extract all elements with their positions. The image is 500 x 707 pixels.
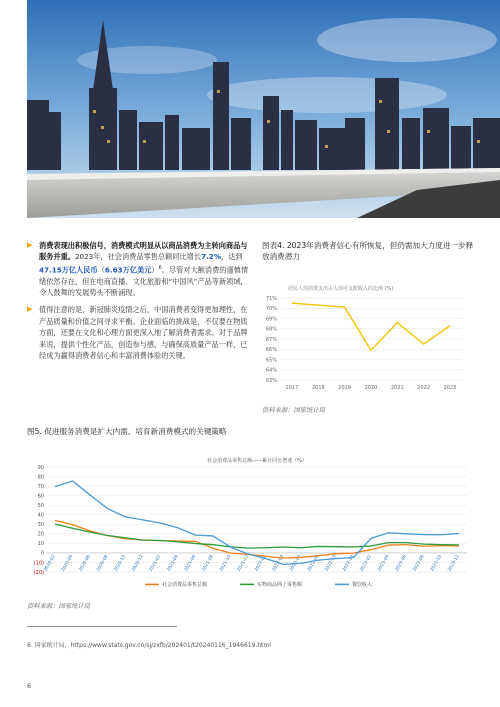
chart5-legend-label: 餐饮收入: [352, 582, 373, 588]
highlight-growth: 7.2%: [201, 252, 221, 262]
figure5-line-chart: [27, 445, 475, 595]
chart5-y-tick-label: 70: [37, 483, 44, 490]
bullet-text: ）: [151, 265, 159, 275]
chart5-x-tick-label: 2022-06: [289, 554, 303, 573]
chart4-x-tick-label: 2019: [338, 385, 352, 391]
chart5-x-tick-label: 2020-10: [113, 554, 127, 573]
chart5-x-tick-label: 2020-08: [96, 554, 110, 573]
chart5-y-tick-label: 50: [37, 502, 44, 509]
chart5-y-tick-label: (10): [33, 560, 44, 567]
body-text-column: [27, 240, 249, 367]
chart5-title: 社会消费品零售总额——累计同比增速（%）: [207, 458, 307, 464]
bullet-text: 值得注意的是，新冠肺炎疫情之后，中国消费者变得更加理性，在产品质量和价值之间寻求平衡。企业面临的挑战是，不仅要在物质方面，还要在文化和心理方面更深入地了解消费者需求。对于品牌来说，提供个性化产品，创造参与感，与确保高质量产品一样，已经成为赢得消费者信心和丰富消费体验的关键。: [39, 305, 248, 361]
chart5-y-tick-label: (20): [33, 569, 44, 576]
footnote: 6. 国家统计局，https://www.stats.gov.cn/sj/zxfb/202401/t20240116_1946619.html: [27, 642, 271, 649]
figure5-source: 资料来源：国家统计局: [27, 603, 90, 610]
chart5-x-tick-label: 2020-02: [43, 554, 57, 573]
bullet-text: （: [97, 265, 105, 275]
chart5-series-line: [55, 481, 459, 564]
chart4-y-tick-label: 63%: [265, 377, 277, 384]
chart5-series-line: [55, 521, 459, 559]
chart4-title: 居民人均消费支出占人均可支配收入的比例 (%): [288, 286, 394, 292]
chart4-y-tick-label: 68%: [265, 326, 277, 333]
chart4-y-tick-label: 66%: [265, 347, 277, 354]
bullet-text: 。尽管对大额消费的谨慎情绪依然存在，但在电商直播、文化旅游和“中国风”产品等新领域，令人鼓舞的发展势头不断涌现。: [39, 265, 249, 298]
chart5-x-tick-label: 2020-04: [60, 554, 75, 573]
chart4-x-tick-label: 2018: [311, 385, 325, 391]
chart4-x-tick-label: 2021: [390, 385, 404, 391]
chart4-y-tick-label: 64%: [265, 367, 277, 374]
chart4-x-tick-label: 2017: [285, 385, 299, 391]
chart4-y-tick-label: 69%: [265, 316, 277, 323]
highlight-total-rmb: 47.15万亿人民币: [39, 265, 98, 275]
chart5-y-tick-label: 20: [37, 531, 44, 538]
figure4-line-chart: [262, 278, 477, 398]
chart5-x-tick-label: 2022-02: [254, 554, 268, 573]
highlight-total-usd: 6.63万亿美元: [104, 265, 152, 275]
footnote-divider: [27, 626, 177, 627]
chart5-x-tick-label: 2023-06: [394, 554, 409, 573]
chart5-x-tick-label: 2021-10: [219, 554, 233, 573]
chart5-x-tick-label: 2021-08: [201, 554, 215, 573]
bullet-text: 2023年，社会消费品零售总额同比增长: [74, 252, 202, 262]
chart4-x-tick-label: 2023: [443, 385, 457, 391]
chart5-x-tick-label: 2021-04: [166, 554, 180, 573]
chart5-x-tick-label: 2022-04: [271, 554, 286, 573]
chart5-x-tick-label: 2023-10: [429, 554, 444, 573]
chart5-y-tick-label: 40: [37, 512, 44, 519]
chart5-x-tick-label: 2021-06: [183, 554, 198, 573]
chart5-legend-label: 社会消费品零售总额: [162, 582, 208, 588]
bullet-text: ，达到: [221, 252, 243, 262]
chart5-x-tick-label: 2023-08: [412, 554, 426, 573]
chart4-x-tick-label: 2022: [417, 385, 431, 391]
chart5-x-tick-label: 2023-12: [447, 554, 461, 573]
bullet-triangle-icon: ▶: [27, 305, 33, 314]
figure5-title: 图5. 促进服务消费是扩大内需、培育新消费模式的关键策略: [27, 427, 227, 436]
chart4-y-tick-label: 65%: [265, 357, 277, 364]
bullet-lead: 消费表现出积极信号，消费模式明显从以商品消费为主转向商品与服务并重。: [39, 241, 248, 262]
chart5-x-tick-label: 2023-04: [377, 554, 391, 573]
chart5-x-tick-label: 2022-10: [324, 554, 338, 573]
chart5-x-tick-label: 2022-12: [342, 554, 356, 573]
hero-skyline-image: [27, 0, 500, 218]
chart5-y-tick-label: 0: [40, 550, 44, 557]
list-item: [27, 304, 249, 361]
page-number: 6: [27, 682, 32, 690]
figure4-source: 资料来源：国家统计局: [262, 407, 325, 414]
chart4-series-line: [292, 303, 450, 350]
chart5-x-tick-label: 2020-06: [78, 554, 92, 573]
chart4-y-tick-label: 70%: [265, 306, 277, 313]
figure4-title: 图表4. 2023年消费者信心有所恢复，但仍需加大力度进一步释放消费潜力: [262, 241, 474, 262]
chart5-x-tick-label: 2023-02: [359, 554, 373, 573]
chart5-y-tick-label: 30: [37, 522, 44, 529]
chart5-x-tick-label: 2020-12: [131, 554, 145, 573]
chart5-y-tick-label: 90: [37, 464, 44, 471]
chart4-y-tick-label: 67%: [265, 336, 277, 343]
chart4-x-tick-label: 2020: [364, 385, 378, 391]
chart4-y-tick-label: 71%: [265, 295, 277, 302]
bullet-triangle-icon: ▶: [27, 241, 33, 249]
chart5-y-tick-label: 60: [37, 493, 44, 500]
chart5-x-tick-label: 2021-12: [236, 554, 250, 573]
chart5-x-tick-label: 2022-08: [306, 554, 321, 573]
chart5-y-tick-label: 80: [37, 474, 44, 481]
chart5-y-tick-label: 10: [37, 541, 44, 548]
chart5-x-tick-label: 2021-02: [148, 554, 163, 573]
footnote-ref: 6: [158, 264, 162, 271]
list-item: [27, 240, 249, 298]
chart5-legend-label: 实物商品网上零售额: [257, 582, 303, 588]
